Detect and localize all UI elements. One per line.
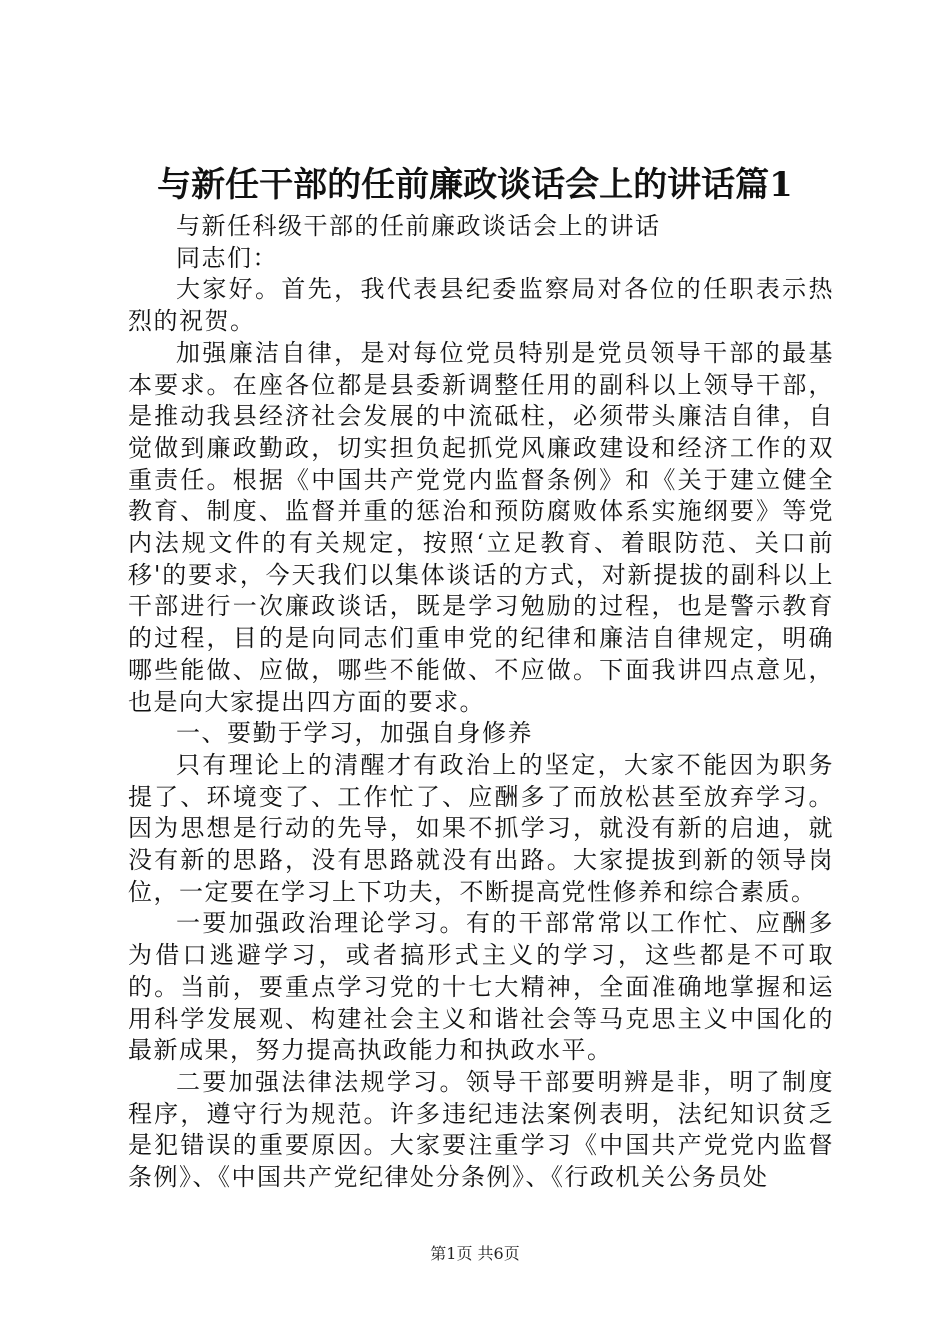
document-title: 与新任干部的任前廉政谈话会上的讲话篇1 <box>157 165 793 205</box>
page-number-footer: 第1页 共6页 <box>430 1244 520 1263</box>
paragraph-salutation: 同志们： <box>176 243 278 272</box>
paragraph-law-study: 二要加强法律法规学习。领导干部要明辨是非，明了制度程序，遵守行为规范。许多违纪违法案例表明，法纪知识贫乏是犯错误的重要原因。大家要注重学习《中国共产党党内监督条例》、《中国共产党纪律处分条例》、《行政机关公务员处 <box>128 1067 834 1192</box>
section-heading-1: 一、要勤于学习，加强自身修养 <box>176 719 533 748</box>
paragraph-political-theory: 一要加强政治理论学习。有的干部常常以工作忙、应酬多为借口逃避学习，或者搞形式主义的学习，这些都是不可取的。当前，要重点学习党的十七大精神，全面准确地掌握和运用科学发展观、构建社会主义和谐社会等马克思主义中国化的最新成果，努力提高执政能力和执政水平。 <box>128 909 834 1065</box>
paragraph-study: 只有理论上的清醒才有政治上的坚定，大家不能因为职务提了、环境变了、工作忙了、应酬多了而放松甚至放弃学习。因为思想是行动的先导，如果不抓学习，就没有新的启迪，就没有新的思路，没有思路就没有出路。大家提拔到新的领导岗位，一定要在学习上下功夫，不断提高党性修养和综合素质。 <box>128 750 834 906</box>
paragraph-intro: 加强廉洁自律，是对每位党员特别是党员领导干部的最基本要求。在座各位都是县委新调整任用的副科以上领导干部，是推动我县经济社会发展的中流砥柱，必须带头廉洁自律，自觉做到廉政勤政，切实担负起抓党风廉政建设和经济工作的双重责任。根据《中国共产党党内监督条例》和《关于建立健全教育、制度、监督并重的惩治和预防腐败体系实施纲要》等党内法规文件的有关规定，按照‘立足教育、着眼防范、关口前移'的要求，今天我们以集体谈话的方式，对新提拔的副科以上干部进行一次廉政谈话，既是学习勉励的过程，也是警示教育的过程，目的是向同志们重申党的纪律和廉洁自律规定，明确哪些能做、应做，哪些不能做、不应做。下面我讲四点意见，也是向大家提出四方面的要求。 <box>128 338 834 716</box>
paragraph-greeting: 大家好。首先，我代表县纪委监察局对各位的任职表示热烈的祝贺。 <box>128 275 834 336</box>
paragraph-subtitle: 与新任科级干部的任前廉政谈话会上的讲话 <box>176 212 661 240</box>
document-body <box>128 211 834 1194</box>
